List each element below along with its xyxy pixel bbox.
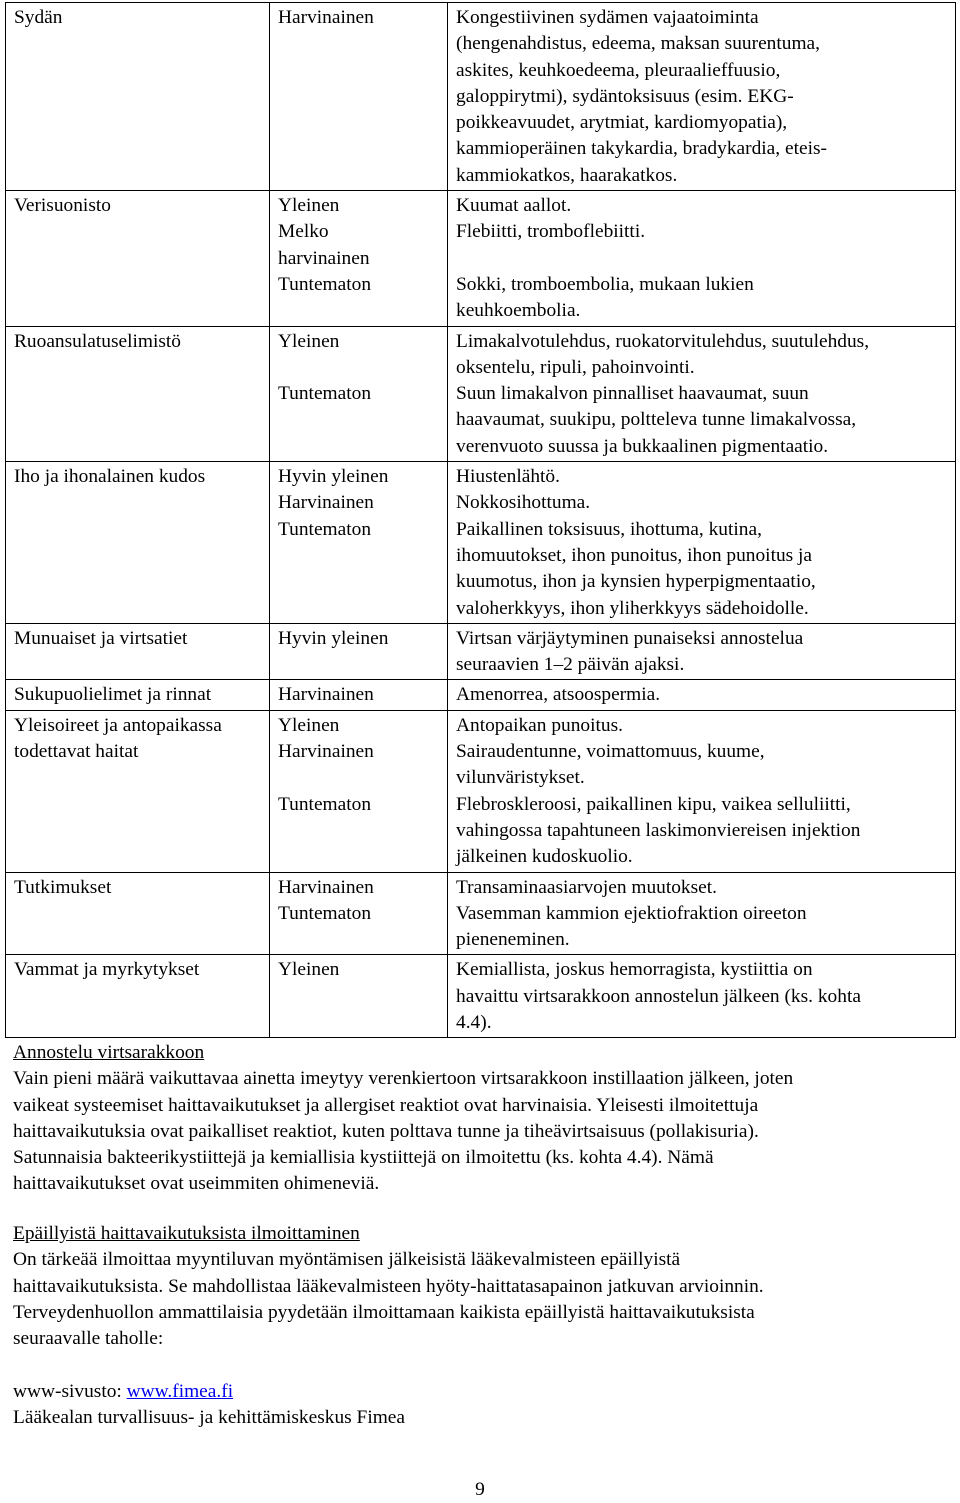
organization-name: Lääkealan turvallisuus- ja kehittämiskeskus Fimea: [13, 1407, 406, 1429]
table-row: [6, 680, 956, 710]
effect-text: Kuumat aallot.: [456, 195, 572, 217]
organ-class-label: Vammat ja myrkytykset: [14, 959, 200, 981]
organ-class-label: Sukupuolielimet ja rinnat: [14, 684, 212, 706]
effect-text: Limakalvotulehdus, ruokatorvitulehdus, suutulehdus,: [456, 330, 870, 352]
organ-class-label: Iho ja ihonalainen kudos: [14, 466, 206, 488]
frequency-label: [278, 58, 439, 84]
reporting-paragraph: [13, 1247, 943, 1352]
effect-text: [456, 246, 947, 272]
effect-text: pieneneminen.: [456, 929, 570, 951]
frequency-label: [278, 110, 439, 136]
effects-cell: [448, 872, 956, 955]
paragraph-line: Vain pieni määrä vaikuttavaa ainetta imeytyy verenkiertoon virtsarakkoon instillaation jälkeen, joten: [13, 1068, 794, 1090]
contact-block: [13, 1379, 943, 1432]
effect-text: Kemiallista, joskus hemorragista, kystiittia on: [456, 959, 813, 981]
frequency-label: Tuntematon: [278, 793, 372, 815]
reporting-heading: Epäillyistä haittavaikutuksista ilmoittaminen: [13, 1223, 360, 1244]
table-row: [6, 955, 956, 1038]
website-label: www-sivusto:: [13, 1381, 127, 1402]
paragraph-line: vaikeat systeemiset haittavaikutukset ja allergiset reaktiot ovat harvinaisia. Yleisesti ilmoitettuja: [13, 1094, 759, 1116]
effect-text: Paikallinen toksisuus, ihottuma, kutina,: [456, 518, 762, 540]
frequency-label: Tuntematon: [278, 273, 372, 295]
frequency-cell: [270, 623, 448, 680]
effect-text: verenvuoto suussa ja bukkaalinen pigmentaatio.: [456, 435, 829, 457]
bladder-administration-section: [13, 1040, 943, 1198]
page-number: 9: [475, 1479, 485, 1500]
frequency-label: Tuntematon: [278, 383, 372, 405]
frequency-label: [278, 298, 439, 324]
effect-text: haavaumat, suukipu, poltteleva tunne limakalvossa,: [456, 409, 857, 431]
effect-text: Hiustenlähtö.: [456, 466, 560, 488]
paragraph-line: On tärkeää ilmoittaa myyntiluvan myöntämisen jälkeisistä lääkevalmisteen epäillyistä: [13, 1249, 681, 1271]
frequency-label: [278, 927, 439, 953]
frequency-label: Yleinen: [278, 330, 340, 352]
frequency-cell: [270, 872, 448, 955]
frequency-label: [278, 844, 439, 870]
effect-text: seuraavien 1–2 päivän ajaksi.: [456, 654, 685, 676]
frequency-cell: [270, 191, 448, 326]
organ-class-label: Tutkimukset: [14, 876, 112, 898]
frequency-label: Harvinainen: [278, 492, 374, 514]
frequency-cell: [270, 326, 448, 461]
effect-text: 4.4).: [456, 1011, 492, 1033]
frequency-cell: [270, 3, 448, 191]
organ-class-label: Yleisoireet ja antopaikassa: [14, 714, 222, 736]
frequency-label: Yleinen: [278, 959, 340, 981]
reporting-section: [13, 1221, 943, 1352]
effect-text: kuumotus, ihon ja kynsien hyperpigmentaatio,: [456, 571, 816, 593]
frequency-label: [278, 136, 439, 162]
organ-class-cell: [6, 191, 270, 326]
effect-text: jälkeinen kudoskuolio.: [456, 846, 633, 868]
table-row: [6, 710, 956, 872]
effect-text: Sokki, tromboembolia, mukaan lukien: [456, 273, 754, 295]
frequency-label: [278, 652, 439, 678]
effect-text: keuhkoembolia.: [456, 300, 581, 322]
frequency-label: Melko: [278, 221, 329, 243]
frequency-cell: [270, 462, 448, 624]
effect-text: Transaminaasiarvojen muutokset.: [456, 876, 718, 898]
frequency-label: Tuntematon: [278, 518, 372, 540]
frequency-label: Harvinainen: [278, 684, 374, 706]
organ-class-cell: [6, 710, 270, 872]
effect-text: valoherkkyys, ihon yliherkkyys sädehoidolle.: [456, 597, 809, 619]
effect-text: Suun limakalvon pinnalliset haavaumat, suun: [456, 383, 809, 405]
effects-cell: [448, 710, 956, 872]
bladder-administration-paragraph: [13, 1066, 943, 1197]
effect-text: vahingossa tapahtuneen laskimonviereisen injektion: [456, 819, 861, 841]
paragraph-line: haittavaikutukset ovat useimmiten ohimeneviä.: [13, 1173, 380, 1195]
frequency-label: [278, 596, 439, 622]
organ-class-cell: [6, 3, 270, 191]
organ-class-cell: [6, 872, 270, 955]
paragraph-line: haittavaikutuksia ovat paikalliset reaktiot, kuten polttava tunne ja tiheävirtsaisuus (pollakisuria).: [13, 1120, 759, 1142]
frequency-label: Hyvin yleinen: [278, 466, 389, 488]
frequency-label: [278, 355, 439, 381]
frequency-label: [278, 163, 439, 189]
organ-class-cell: [6, 623, 270, 680]
effect-text: havaittu virtsarakkoon annostelun jälkeen (ks. kohta: [456, 985, 861, 1007]
organ-class-label: Verisuonisto: [14, 195, 111, 217]
frequency-cell: [270, 955, 448, 1038]
effect-text: Virtsan värjäytyminen punaiseksi annostelua: [456, 627, 804, 649]
effect-text: oksentelu, ripuli, pahoinvointi.: [456, 356, 695, 378]
frequency-label: [278, 407, 439, 433]
frequency-label: Harvinainen: [278, 7, 374, 28]
frequency-label: [278, 984, 439, 1010]
table-row: [6, 3, 956, 191]
table-row: [6, 623, 956, 680]
effect-text: kammiokatkos, haarakatkos.: [456, 164, 678, 186]
organ-class-cell: [6, 326, 270, 461]
paragraph-line: Terveydenhuollon ammattilaisia pyydetään ilmoittamaan kaikista epäillyistä haittavaikutuksista: [13, 1301, 755, 1323]
effect-text: vilunväristykset.: [456, 767, 585, 789]
effect-text: Nokkosihottuma.: [456, 492, 591, 514]
frequency-label: Harvinainen: [278, 876, 374, 898]
frequency-label: [278, 543, 439, 569]
effect-text: Antopaikan punoitus.: [456, 714, 623, 736]
effect-text: ihomuutokset, ihon punoitus, ihon punoitus ja: [456, 544, 813, 566]
effect-text: askites, keuhkoedeema, pleuraalieffuusio,: [456, 59, 781, 81]
effect-text: Vasemman kammion ejektiofraktion oireeton: [456, 902, 807, 924]
effects-cell: [448, 955, 956, 1038]
frequency-label: Yleinen: [278, 195, 340, 217]
frequency-label: Tuntematon: [278, 902, 372, 924]
effect-text: Flebroskleroosi, paikallinen kipu, vaikea selluliitti,: [456, 793, 851, 815]
organ-class-label: Ruoansulatuselimistö: [14, 330, 181, 352]
organ-class-cell: [6, 462, 270, 624]
effect-text: Flebiitti, tromboflebiitti.: [456, 221, 646, 243]
frequency-cell: [270, 680, 448, 710]
frequency-label: [278, 434, 439, 460]
effect-text: kammioperäinen takykardia, bradykardia, eteis-: [456, 138, 827, 160]
frequency-label: harvinainen: [278, 247, 370, 269]
frequency-label: [278, 765, 439, 791]
organ-class-label: Sydän: [14, 7, 63, 28]
effects-cell: [448, 623, 956, 680]
table-row: [6, 191, 956, 326]
paragraph-line: Satunnaisia bakteerikystiittejä ja kemiallisia kystiittejä on ilmoitettu (ks. kohta 4.4). Nämä: [13, 1147, 714, 1169]
effects-cell: [448, 326, 956, 461]
organ-class-label: Munuaiset ja virtsatiet: [14, 627, 188, 649]
paragraph-line: haittavaikutuksista. Se mahdollistaa lääkevalmisteen hyöty-haittatasapainon jatkuvan arvioinnin.: [13, 1275, 764, 1297]
effect-text: galoppirytmi), sydäntoksisuus (esim. EKG-: [456, 85, 794, 107]
adverse-effects-table-body: [6, 3, 956, 1038]
frequency-label: [278, 569, 439, 595]
frequency-label: [278, 31, 439, 57]
website-line: [13, 1379, 943, 1405]
effects-cell: [448, 191, 956, 326]
adverse-effects-table: [5, 2, 956, 1038]
frequency-cell: [270, 710, 448, 872]
organ-class-cell: [6, 680, 270, 710]
effect-text: (hengenahdistus, edeema, maksan suurentuma,: [456, 33, 821, 55]
paragraph-line: seuraavalle taholle:: [13, 1328, 164, 1350]
table-row: [6, 872, 956, 955]
effect-text: Sairaudentunne, voimattomuus, kuume,: [456, 741, 765, 763]
table-row: [6, 326, 956, 461]
fimea-website-link[interactable]: www.fimea.fi: [126, 1381, 234, 1402]
effects-cell: [448, 680, 956, 710]
effect-text: poikkeavuudet, arytmiat, kardiomyopatia),: [456, 112, 788, 134]
frequency-label: [278, 84, 439, 110]
table-row: [6, 462, 956, 624]
frequency-label: Hyvin yleinen: [278, 627, 389, 649]
effect-text: Kongestiivinen sydämen vajaatoiminta: [456, 7, 759, 28]
frequency-label: Yleinen: [278, 714, 340, 736]
effect-text: Amenorrea, atsoospermia.: [456, 684, 661, 706]
effects-cell: [448, 462, 956, 624]
organ-class-cell: [6, 955, 270, 1038]
bladder-administration-heading: Annostelu virtsarakkoon: [13, 1042, 205, 1063]
frequency-label: [278, 1010, 439, 1036]
organ-class-label: todettavat haitat: [14, 741, 139, 763]
effects-cell: [448, 3, 956, 191]
frequency-label: [278, 818, 439, 844]
frequency-label: Harvinainen: [278, 741, 374, 763]
